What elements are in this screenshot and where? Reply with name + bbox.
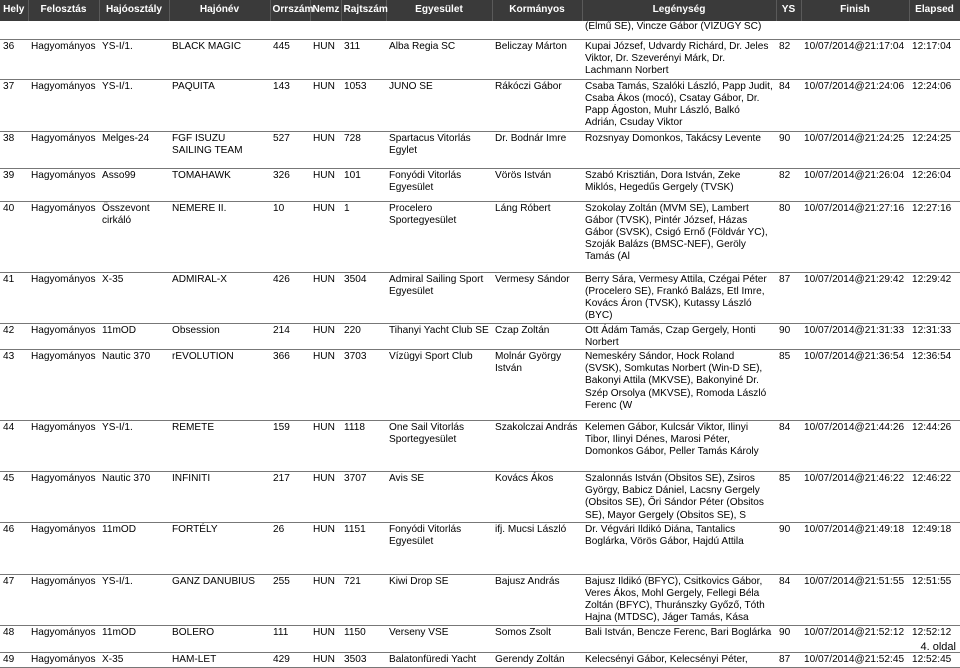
cell-start-number: 1053: [341, 79, 386, 131]
column-header[interactable]: Elapsed: [909, 0, 960, 21]
cell-elapsed: 12:46:22: [909, 471, 960, 522]
cell-finish: 10/07/2014@21:46:22: [801, 471, 909, 522]
cell-division: Hagyományos: [28, 323, 99, 349]
cell-crew: Kelemen Gábor, Kulcsár Viktor, Ilinyi Tibor, Ilinyi Dénes, Marosi Péter, Domonkos Gábor, Peller Tamás Károly: [582, 420, 776, 471]
cell-boat: Obsession: [169, 323, 270, 349]
cell-start-number: 728: [341, 131, 386, 168]
column-header[interactable]: Kormányos: [492, 0, 582, 21]
cell-division: Hagyományos: [28, 522, 99, 574]
cell-finish: 10/07/2014@21:36:54: [801, 349, 909, 420]
column-header[interactable]: YS: [776, 0, 801, 21]
cell-class: X-35: [99, 272, 169, 323]
cell-ys: 90: [776, 522, 801, 574]
cell-start-number: 1150: [341, 625, 386, 652]
cell-elapsed: 12:51:55: [909, 574, 960, 625]
cell-elapsed: 12:52:12: [909, 625, 960, 652]
cell-boat: HAM-LET: [169, 652, 270, 667]
cell-division: Hagyományos: [28, 625, 99, 652]
cell-helmsman: Dr. Bodnár Imre: [492, 131, 582, 168]
table-row: [0, 39, 960, 79]
cell-start-number: 220: [341, 323, 386, 349]
header-row: [0, 0, 960, 21]
cell-boat: FORTÉLY: [169, 522, 270, 574]
cell-place: 36: [0, 39, 28, 79]
cell-finish: 10/07/2014@21:26:04: [801, 168, 909, 201]
cell-ys: 84: [776, 79, 801, 131]
cell-start-number: 721: [341, 574, 386, 625]
cell-sail-number: 10: [270, 201, 310, 272]
cell-nation: HUN: [310, 522, 341, 574]
cell-nation: HUN: [310, 420, 341, 471]
cell-elapsed: 12:36:54: [909, 349, 960, 420]
table-row: [0, 349, 960, 420]
cell-class: Melges-24: [99, 131, 169, 168]
cell-club: Admiral Sailing Sport Egyesület: [386, 272, 492, 323]
cell-nation: HUN: [310, 349, 341, 420]
column-header[interactable]: Finish: [801, 0, 909, 21]
cell-class: YS-I/1.: [99, 39, 169, 79]
cell-crew: Kupai József, Udvardy Richárd, Dr. Jeles Viktor, Dr. Szeverényi Márk, Dr. Lachmann Norbert: [582, 39, 776, 79]
table-row: [0, 272, 960, 323]
cell-class: Nautic 370: [99, 471, 169, 522]
table-row: [0, 471, 960, 522]
cell-boat: GANZ DANUBIUS: [169, 574, 270, 625]
cell-ys: 82: [776, 168, 801, 201]
cell-start-number: 3504: [341, 272, 386, 323]
cell-place: 45: [0, 471, 28, 522]
cell-helmsman: Bajusz András: [492, 574, 582, 625]
cell-start-number: 1: [341, 201, 386, 272]
column-header[interactable]: Hajónév: [169, 0, 270, 21]
cell-boat: INFINITI: [169, 471, 270, 522]
cell-division: Hagyományos: [28, 349, 99, 420]
cell-nation: HUN: [310, 79, 341, 131]
cell-club: Vízügyi Sport Club: [386, 349, 492, 420]
cell-class: 11mOD: [99, 522, 169, 574]
cell-sail-number: 217: [270, 471, 310, 522]
cell-ys: 80: [776, 201, 801, 272]
cell-crew: Kelecsényi Gábor, Kelecsényi Péter,: [582, 652, 776, 667]
cell-division: Hagyományos: [28, 79, 99, 131]
cell-nation: HUN: [310, 471, 341, 522]
cell-boat: ADMIRAL-X: [169, 272, 270, 323]
cell-class: 11mOD: [99, 625, 169, 652]
cell-class: YS-I/1.: [99, 574, 169, 625]
cell-finish: 10/07/2014@21:52:45: [801, 652, 909, 667]
cell-sail-number: 429: [270, 652, 310, 667]
cell-boat: BLACK MAGIC: [169, 39, 270, 79]
cell-crew: Rozsnyay Domonkos, Takácsy Levente: [582, 131, 776, 168]
cell-division: Hagyományos: [28, 201, 99, 272]
cell-division: Hagyományos: [28, 574, 99, 625]
cell-crew: Bajusz Ildikó (BFYC), Csitkovics Gábor, Veres Ákos, Mohl Gergely, Fellegi Béla Zoltán (BFYC), Thuránszky Győző, Tóth Hajna (MTDSC), Jáger Tamás, Kása: [582, 574, 776, 625]
cell-helmsman: Szakolczai András: [492, 420, 582, 471]
cell-division: Hagyományos: [28, 420, 99, 471]
column-header[interactable]: Legénység: [582, 0, 776, 21]
cell-ys: 82: [776, 39, 801, 79]
cell-club: Avis SE: [386, 471, 492, 522]
column-header[interactable]: Rajtszám: [341, 0, 386, 21]
table-row: [0, 201, 960, 272]
cell-nation: HUN: [310, 574, 341, 625]
cell-start-number: 3503: [341, 652, 386, 667]
cell-ys: 87: [776, 272, 801, 323]
cell-ys: 84: [776, 574, 801, 625]
cell-helmsman: Láng Róbert: [492, 201, 582, 272]
cell-sail-number: 159: [270, 420, 310, 471]
cell-class: YS-I/1.: [99, 79, 169, 131]
cell-club: Alba Regia SC: [386, 39, 492, 79]
cell-finish: 10/07/2014@21:29:42: [801, 272, 909, 323]
cell-finish: 10/07/2014@21:52:12: [801, 625, 909, 652]
cell-division: Hagyományos: [28, 272, 99, 323]
cell-start-number: 3703: [341, 349, 386, 420]
cell-class: Asso99: [99, 168, 169, 201]
table-row: [0, 420, 960, 471]
table-row: [0, 168, 960, 201]
cell-helmsman: Beliczay Márton: [492, 39, 582, 79]
cell-club: Kiwi Drop SE: [386, 574, 492, 625]
cell-sail-number: 143: [270, 79, 310, 131]
cell-class: 11mOD: [99, 323, 169, 349]
cell-ys: 84: [776, 420, 801, 471]
column-header[interactable]: Hely: [0, 0, 28, 21]
page-number: 4. oldal: [920, 641, 956, 653]
cell-place: 40: [0, 201, 28, 272]
cell-crew: Berry Sára, Vermesy Attila, Czégai Péter (Procelero SE), Frankó Balázs, Etl Imre, Kovács Áron (TVSK), Kutassy László (BYC): [582, 272, 776, 323]
cell-class: X-35: [99, 652, 169, 667]
column-header[interactable]: Egyesület: [386, 0, 492, 21]
table-row: [0, 131, 960, 168]
cell-crew: Dr. Végvári Ildikó Diána, Tantalics Boglárka, Vörös Gábor, Hajdú Attila: [582, 522, 776, 574]
cell-helmsman: Rákóczi Gábor: [492, 79, 582, 131]
cell-elapsed: 12:44:26: [909, 420, 960, 471]
cell-elapsed: 12:26:04: [909, 168, 960, 201]
cell-place: 46: [0, 522, 28, 574]
cell-crew: Szokolay Zoltán (MVM SE), Lambert Gábor (TVSK), Pintér József, Házas Gábor (SVSK), Csigó Ernő (Földvár YC), Szoják Balázs (BMSC-NEF), Geröly Tamás (Al: [582, 201, 776, 272]
cell-start-number: 311: [341, 39, 386, 79]
cell-boat: NEMERE II.: [169, 201, 270, 272]
cell-start-number: 3707: [341, 471, 386, 522]
results-body: [0, 21, 960, 667]
cell-place: 43: [0, 349, 28, 420]
cell-place: 49: [0, 652, 28, 667]
cell-start-number: 1118: [341, 420, 386, 471]
cell-nation: HUN: [310, 168, 341, 201]
cell-club: JUNO SE: [386, 79, 492, 131]
cell-helmsman: ifj. Mucsi László: [492, 522, 582, 574]
cell-nation: HUN: [310, 39, 341, 79]
cell-place: 37: [0, 79, 28, 131]
cell-division: Hagyományos: [28, 168, 99, 201]
cell-crew: Szabó Krisztián, Dora István, Zeke Miklós, Hegedűs Gergely (TVSK): [582, 168, 776, 201]
cell-sail-number: 111: [270, 625, 310, 652]
cell-crew: Ott Ádám Tamás, Czap Gergely, Honti Norbert: [582, 323, 776, 349]
cell-ys: 90: [776, 323, 801, 349]
cell-sail-number: 26: [270, 522, 310, 574]
cell-club: One Sail Vitorlás Sportegyesület: [386, 420, 492, 471]
cell-crew: Csaba Tamás, Szalóki László, Papp Judit, Csaba Ákos (mocó), Csatay Gábor, Dr. Papp Ágoston, Muhr László, Balkó Adrián, Csuday Viktor: [582, 79, 776, 131]
cell-boat: REMETE: [169, 420, 270, 471]
column-header[interactable]: Orrszám: [270, 0, 310, 21]
cell-nation: HUN: [310, 323, 341, 349]
cell-sail-number: 527: [270, 131, 310, 168]
cell-elapsed: 12:17:04: [909, 39, 960, 79]
cell-boat: rEVOLUTION: [169, 349, 270, 420]
cell-club: Fonyódi Vitorlás Egyesület: [386, 168, 492, 201]
column-header[interactable]: Nemz: [310, 0, 341, 21]
cell-finish: 10/07/2014@21:24:25: [801, 131, 909, 168]
cell-ys: 85: [776, 349, 801, 420]
cell-division: Hagyományos: [28, 131, 99, 168]
cell-finish: 10/07/2014@21:31:33: [801, 323, 909, 349]
cell-crew: (Elmű SE), Vincze Gábor (VÍZÜGY SC): [582, 21, 776, 39]
cell-sail-number: 426: [270, 272, 310, 323]
cell-elapsed: 12:31:33: [909, 323, 960, 349]
table-row: [0, 323, 960, 349]
table-row: [0, 79, 960, 131]
cell-place: 42: [0, 323, 28, 349]
cell-finish: 10/07/2014@21:49:18: [801, 522, 909, 574]
cell-sail-number: 214: [270, 323, 310, 349]
cell-finish: 10/07/2014@21:27:16: [801, 201, 909, 272]
cell-ys: 87: [776, 652, 801, 667]
cell-helmsman: Kovács Ákos: [492, 471, 582, 522]
table-row: [0, 574, 960, 625]
table-row: [0, 522, 960, 574]
cell-finish: 10/07/2014@21:51:55: [801, 574, 909, 625]
cell-crew: Nemeskéry Sándor, Hock Roland (SVSK), Somkutas Norbert (Win-D SE), Bakonyi Attila (MKVSE), Bakonyiné Dr. Szép Orsolya (MKVSE), Romoda László Ferenc (W: [582, 349, 776, 420]
continuation-row: [0, 21, 960, 39]
cell-sail-number: 326: [270, 168, 310, 201]
cell-nation: HUN: [310, 272, 341, 323]
cell-division: Hagyományos: [28, 652, 99, 667]
cell-helmsman: Vörös István: [492, 168, 582, 201]
cell-finish: 10/07/2014@21:44:26: [801, 420, 909, 471]
cell-class: YS-I/1.: [99, 420, 169, 471]
cell-elapsed: 12:52:45: [909, 652, 960, 667]
table-row: [0, 625, 960, 652]
cell-nation: HUN: [310, 201, 341, 272]
cell-helmsman: Gerendy Zoltán: [492, 652, 582, 667]
cell-ys: 90: [776, 625, 801, 652]
cell-place: 38: [0, 131, 28, 168]
cell-elapsed: 12:49:18: [909, 522, 960, 574]
cell-ys: 85: [776, 471, 801, 522]
cell-nation: HUN: [310, 652, 341, 667]
cell-elapsed: 12:27:16: [909, 201, 960, 272]
cell-elapsed: 12:24:06: [909, 79, 960, 131]
cell-club: Spartacus Vitorlás Egylet: [386, 131, 492, 168]
cell-boat: BOLERO: [169, 625, 270, 652]
column-header[interactable]: Hajóosztály: [99, 0, 169, 21]
cell-helmsman: Molnár György István: [492, 349, 582, 420]
cell-boat: TOMAHAWK: [169, 168, 270, 201]
cell-class: Nautic 370: [99, 349, 169, 420]
cell-place: 41: [0, 272, 28, 323]
cell-elapsed: 12:24:25: [909, 131, 960, 168]
cell-place: 39: [0, 168, 28, 201]
cell-crew: Szalonnás István (Obsitos SE), Zsiros György, Babicz Dániel, Lacsny Gergely (Obsitos SE), Őri Sándor Péter (Obsitos SE), Mayor Gergely (Obsitos SE), S: [582, 471, 776, 522]
cell-ys: 90: [776, 131, 801, 168]
cell-club: Procelero Sportegyesület: [386, 201, 492, 272]
cell-helmsman: Czap Zoltán: [492, 323, 582, 349]
cell-helmsman: Somos Zsolt: [492, 625, 582, 652]
cell-place: 44: [0, 420, 28, 471]
cell-club: Verseny VSE: [386, 625, 492, 652]
cell-division: Hagyományos: [28, 39, 99, 79]
cell-sail-number: 255: [270, 574, 310, 625]
cell-club: Tihanyi Yacht Club SE: [386, 323, 492, 349]
cell-start-number: 1151: [341, 522, 386, 574]
table-row: [0, 652, 960, 667]
cell-nation: HUN: [310, 625, 341, 652]
cell-nation: HUN: [310, 131, 341, 168]
cell-place: 47: [0, 574, 28, 625]
cell-finish: 10/07/2014@21:17:04: [801, 39, 909, 79]
cell-place: 48: [0, 625, 28, 652]
cell-sail-number: 445: [270, 39, 310, 79]
cell-division: Hagyományos: [28, 471, 99, 522]
cell-start-number: 101: [341, 168, 386, 201]
cell-helmsman: Vermesy Sándor: [492, 272, 582, 323]
cell-finish: 10/07/2014@21:24:06: [801, 79, 909, 131]
cell-boat: FGF ISUZU SAILING TEAM: [169, 131, 270, 168]
cell-elapsed: 12:29:42: [909, 272, 960, 323]
cell-crew: Bali István, Bencze Ferenc, Bari Boglárka: [582, 625, 776, 652]
cell-class: Összevont cirkáló: [99, 201, 169, 272]
cell-boat: PAQUITA: [169, 79, 270, 131]
cell-club: Fonyódi Vitorlás Egyesület: [386, 522, 492, 574]
cell-club: Balatonfüredi Yacht: [386, 652, 492, 667]
cell-sail-number: 366: [270, 349, 310, 420]
column-header[interactable]: Felosztás: [28, 0, 99, 21]
